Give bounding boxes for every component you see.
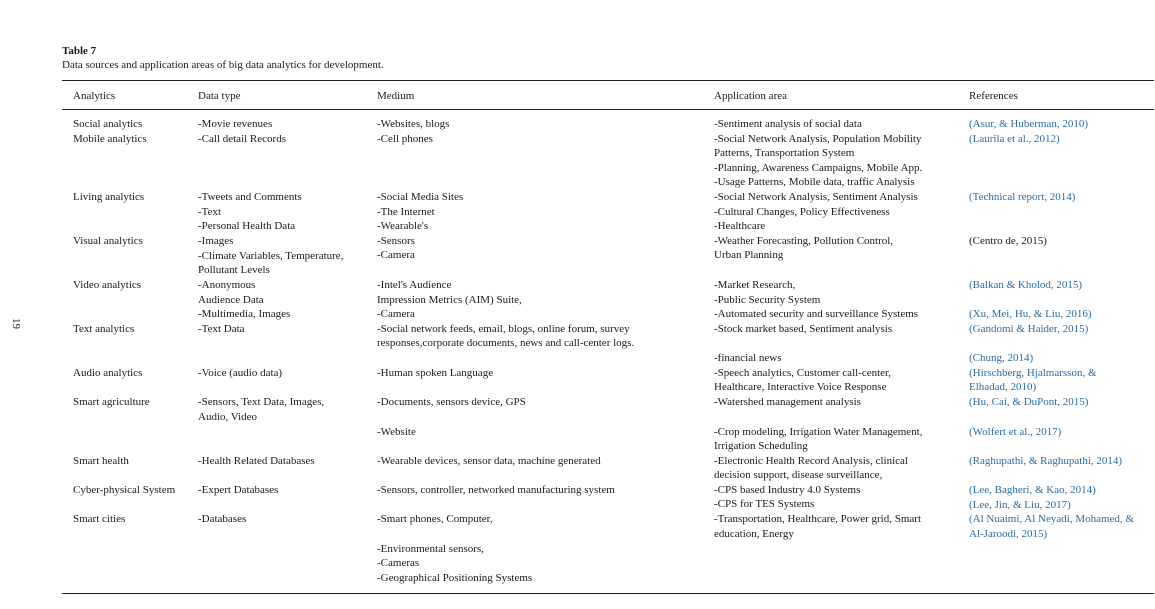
column-header-data-type: Data type <box>198 90 241 102</box>
analytics-cell: Smart agriculture <box>73 396 150 408</box>
data-type-cell: -Expert Databases <box>198 484 279 496</box>
data-type-cell: -Anonymous Audience Data -Multimedia, Images <box>198 279 291 321</box>
medium-cell: -Smart phones, Computer, <box>377 513 493 525</box>
table-bottom-rule <box>62 593 1154 594</box>
medium-cell: -Documents, sensors device, GPS <box>377 396 526 408</box>
data-type-cell: -Voice (audio data) <box>198 367 283 379</box>
medium-cell: -Environmental sensors, -Cameras -Geographical Positioning Systems <box>377 542 533 584</box>
reference-cell: (Balkan & Kholod, 2015) <box>969 279 1083 291</box>
column-header-references: References <box>969 90 1018 102</box>
analytics-cell: Video analytics <box>73 279 142 291</box>
data-type-cell: -Databases <box>198 513 247 525</box>
reference-cell: (Technical report, 2014) <box>969 191 1076 203</box>
data-type-cell: -Health Related Databases <box>198 455 315 467</box>
data-type-cell: -Sensors, Text Data, Images, Audio, Video <box>198 396 325 423</box>
application-area-cell: -Market Research, -Public Security System -Automated security and surveillance Systems -Stock market based, Sentiment analysis <box>714 279 919 335</box>
application-area-cell: -financial news -Speech analytics, Customer call-center, Healthcare, Interactive Voice Response -Watershed management analysis <box>714 352 892 408</box>
analytics-cell: Smart health <box>73 455 129 467</box>
column-header-medium: Medium <box>377 90 415 102</box>
analytics-cell: Audio analytics <box>73 367 143 379</box>
data-type-cell: -Text Data <box>198 323 245 335</box>
analytics-cell: Social analytics <box>73 118 143 130</box>
analytics-cell: Living analytics <box>73 191 145 203</box>
medium-cell: -Human spoken Language <box>377 367 494 379</box>
medium-cell: -Website <box>377 425 416 438</box>
table-caption <box>62 44 384 72</box>
table-label: Table 7 <box>62 45 97 57</box>
table-top-rule <box>62 80 1154 81</box>
medium-cell: -Intel's Audience Impression Metrics (AIM) Suite, -Camera -Social network feeds, email, blogs, online forum, survey responses,corporate documents, news and call-center logs. <box>377 279 635 350</box>
table-header-rule <box>62 109 1154 110</box>
reference-cell: (Asur, & Huberman, 2010) (Laurila et al., 2012) <box>969 118 1089 145</box>
reference-cell: (Xu, Mei, Hu, & Liu, 2016) (Gandomi & Haider, 2015) <box>969 308 1092 335</box>
medium-cell: -Wearable devices, sensor data, machine generated <box>377 455 601 467</box>
medium-cell: -Social Media Sites -The Internet -Wearable's -Sensors -Camera <box>377 191 464 262</box>
analytics-cell: Cyber-physical System <box>73 484 176 496</box>
data-type-cell: -Movie revenues <box>198 118 273 130</box>
column-header-analytics: Analytics <box>73 90 116 102</box>
analytics-cell: Text analytics <box>73 323 135 335</box>
reference-cell: (Lee, Bagheri, & Kao, 2014) (Lee, Jin, & Liu, 2017) (Al Nuaimi, Al Neyadi, Mohamed, & Al-Jaroodi, 2015) <box>969 484 1134 540</box>
reference-cell: (Raghupathi, & Raghupathi, 2014) <box>969 455 1123 467</box>
application-area-cell: -Crop modeling, Irrigation Water Management, Irrigation Scheduling -Electronic Health Record Analysis, clinical decision support, disease surveillance, -CPS based Industry 4.0 Systems -CPS for TES Systems -Transportation, Healthcare, Power grid, Smart education, Energy <box>714 425 923 540</box>
medium-cell: -Websites, blogs -Cell phones <box>377 118 450 145</box>
analytics-cell: Mobile analytics <box>73 132 147 145</box>
analytics-cell: Visual analytics <box>73 235 143 247</box>
reference-cell: (Chung, 2014) (Hirschberg, Hjalmarsson, & Elhadad, 2010) (Hu, Cai, & DuPont, 2015) <box>969 352 1097 408</box>
medium-cell: -Sensors, controller, networked manufacturing system <box>377 484 615 496</box>
reference-cell: (Wolfert et al., 2017) <box>969 425 1062 438</box>
column-header-application-area: Application area <box>714 90 787 102</box>
data-type-cell: -Call detail Records <box>198 132 286 145</box>
data-type-cell: -Images -Climate Variables, Temperature, Pollutant Levels <box>198 235 344 277</box>
reference-cell: (Centro de, 2015) <box>969 235 1047 247</box>
table-caption-text: Data sources and application areas of big data analytics for development. <box>62 59 384 71</box>
page-number: 19 <box>10 318 22 329</box>
analytics-cell: Smart cities <box>73 513 126 525</box>
data-type-cell: -Tweets and Comments -Text -Personal Health Data <box>198 191 302 233</box>
application-area-cell: -Sentiment analysis of social data -Social Network Analysis, Population Mobility Patterns, Transportation System -Planning, Awareness Campaigns, Mobile App. -Usage Patterns, Mobile data, traffic Analysis -Social Network Analysis, Sentiment Analysis -Cultural Changes, Policy Effectiveness -Healthcare -Weather Forecasting, Pollution Control, Urban Planning <box>714 118 923 262</box>
